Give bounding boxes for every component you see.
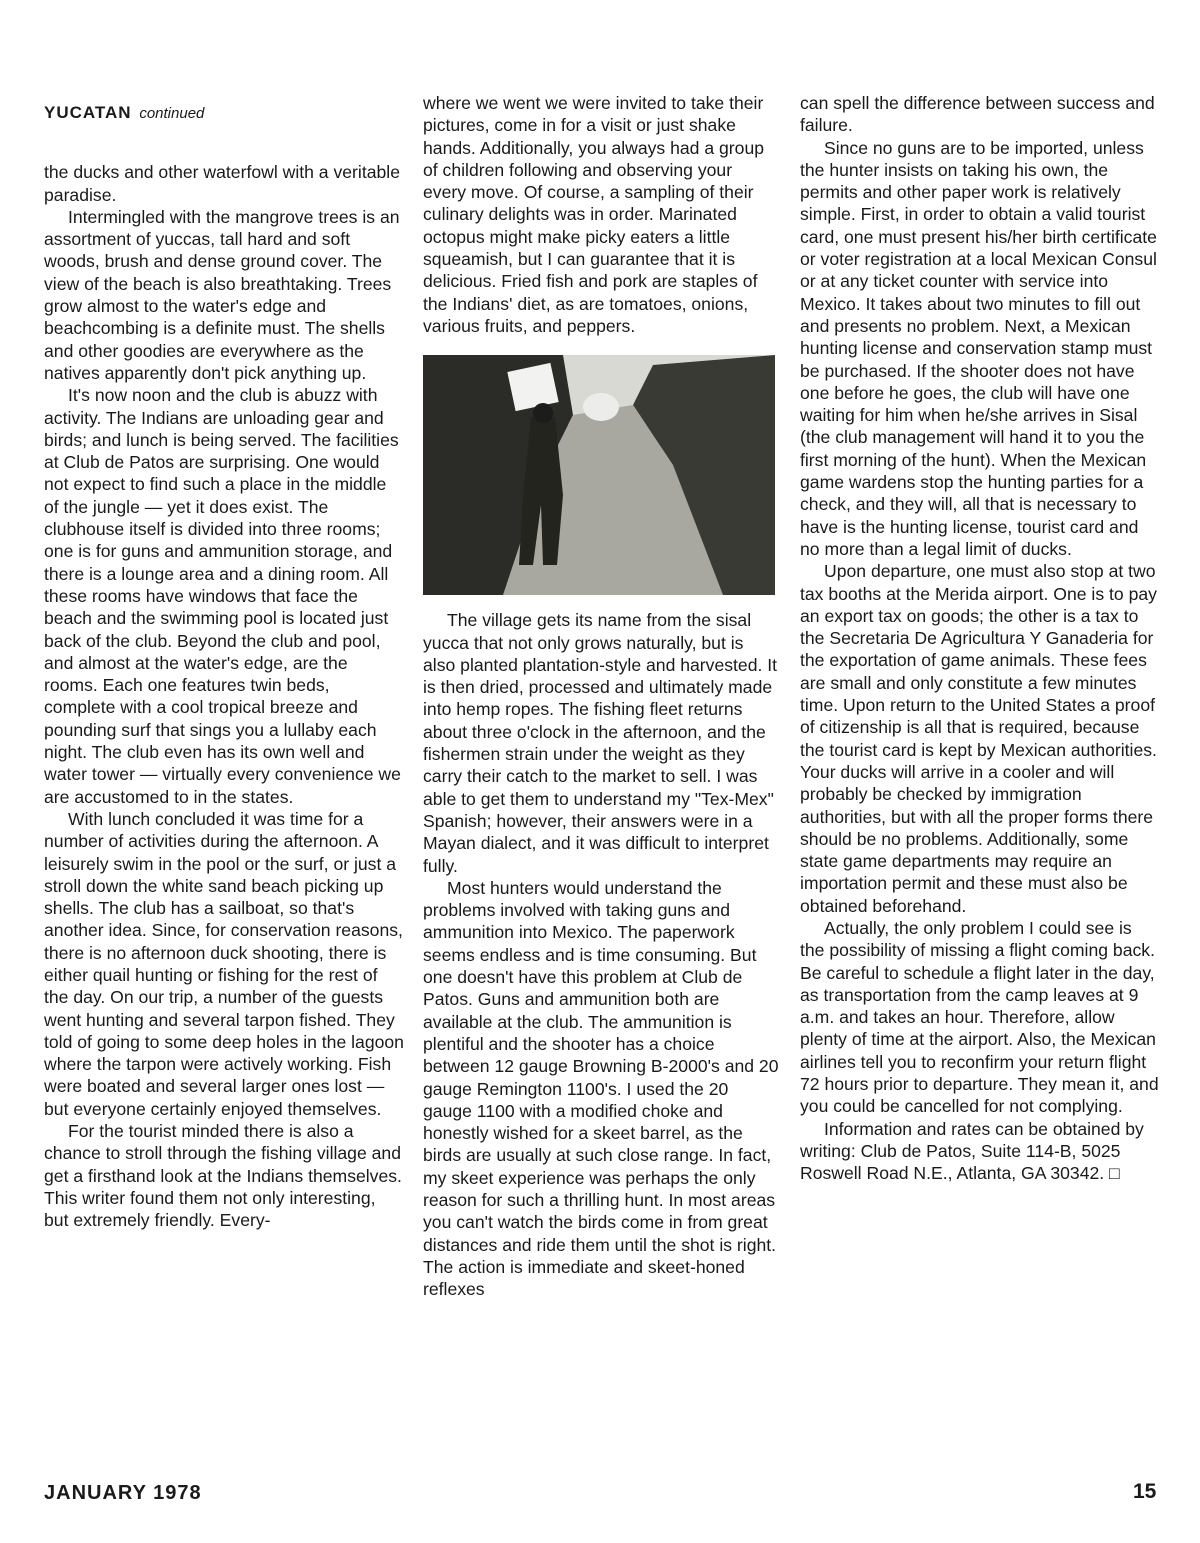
paragraph: Intermingled with the mangrove trees is an assortment of yuccas, tall hard and soft woods, brush and dense ground cover. The view of the beach is also breathtaking. Trees grow almost to the water's edge and beachcombing is a definite must. The shells and other goodies are everywhere as the natives apparently don't pick anything up. <box>44 206 400 383</box>
paragraph: For the tourist minded there is also a chance to stroll through the fishing village and get a firsthand look at the Indians themselves. This writer found them not only interesting, but extremely friendly. Every- <box>44 1121 402 1231</box>
paragraph: Most hunters would understand the problems involved with taking guns and ammunition into Mexico. The paperwork seems endless and is time consuming. But one doesn't have this problem at Club de Patos. Guns and ammunition both are available at the club. The ammunition is plentiful and the shooter has a choice between 12 gauge Browning B-2000's and 20 gauge Remington 1100's. I used the 20 gauge 1100 with a modified choke and honestly wished for a skeet barrel, as the birds are usually at such close range. In fact, my skeet experience was perhaps the only reason for such a thrilling hunt. In most areas you can't watch the birds come in from great distances and ride them until the shot is right. The action is immediate and skeet-honed reflexes <box>423 877 779 1300</box>
column-1 <box>44 92 404 1232</box>
paragraph: With lunch concluded it was time for a number of activities during the afternoon. A leisurely swim in the pool or the surf, or just a stroll down the white sand beach picking up shells. The club has a sailboat, so that's another idea. Since, for conservation reasons, there is no afternoon duck shooting, there is either quail hunting or fishing for the rest of the day. On our trip, a number of the guests went hunting and several tarpon fished. They told of going to some deep holes in the lagoon where the tarpon were actively working. Fish were boated and several larger ones lost — but everyone certainly enjoyed themselves. <box>44 808 404 1119</box>
paragraph: It's now noon and the club is abuzz with activity. The Indians are unloading gear and birds; and lunch is being served. The facilities at Club de Patos are surprising. One would not expect to find such a place in the middle of the jungle — yet it does exist. The clubhouse itself is divided into three rooms; one is for guns and ammunition storage, and there is a lounge area and a dining room. All these rooms have windows that face the beach and the swimming pool is located just back of the club. Beyond the club and pool, and almost at the water's edge, are the rooms. Each one features twin beds, complete with a cool tropical breeze and pounding surf that sings you a lullaby each night. The club even has its own well and water tower — virtually every convenience we are accustomed to in the states. <box>44 385 401 807</box>
issue-date: JANUARY 1978 <box>44 1482 202 1504</box>
paragraph: Upon departure, one must also stop at two tax booths at the Merida airport. One is to pay an export tax on goods; the other is a tax to the Secretaria De Agricultura Y Ganaderia for the exportation of game animals. These fees are small and only constitute a few minutes time. Upon return to the United States a proof of citizenship is all that is required, because the tourist card is kept by Mexican authorities. Your ducks will arrive in a cooler and will probably be checked by immigration authorities, but with all the proper forms there should be no problems. Additionally, some state game departments may require an importation permit and these must also be obtained beforehand. <box>800 561 1157 916</box>
paragraph: The village gets its name from the sisal yucca that not only grows naturally, but is also planted plantation-style and harvested. It is then dried, processed and ultimately made into hemp ropes. The fishing fleet returns about three o'clock in the afternoon, and the fishermen strain under the weight as they carry their catch to the market to sell. I was able to get them to understand my "Tex-Mex" Spanish; however, their answers were in a Mayan dialect, and it was difficult to interpret fully. <box>423 610 778 876</box>
photo-hunter-on-sand-road <box>423 355 775 595</box>
paragraph: Since no guns are to be imported, unless the hunter insists on taking his own, the permits and other paper work is relatively simple. First, in order to obtain a valid tourist card, one must present his/her birth certificate or voter registration at a local Mexican Consul or at any ticket counter with service into Mexico. It takes about two minutes to fill out and presents no problem. Next, a Mexican hunting license and conservation stamp must be purchased. If the shooter does not have one before he goes, the club will have one waiting for him when he/she arrives in Sisal (the club management will hand it to you the first morning of the hunt). When the Mexican game wardens stop the hunting parties for a check, and they will, all that is necessary to have is the hunting license, tourist card and no more than a legal limit of ducks. <box>800 137 1157 559</box>
paragraph: can spell the difference between success and failure. <box>800 93 1155 136</box>
continued-label: continued <box>139 105 205 122</box>
column-2 <box>423 92 779 1300</box>
paragraph: Actually, the only problem I could see is the possibility of missing a flight coming back. Be careful to schedule a flight later in the day, as transportation from the camp leaves at 9 a.m. and takes an hour. Therefore, allow plenty of time at the airport. Also, the Mexican airlines tell you to reconfirm your return flight 72 hours prior to departure. They mean it, and you could be cancelled for not complying. <box>800 917 1159 1117</box>
paragraph: the ducks and other waterfowl with a veritable paradise. <box>44 162 400 205</box>
paragraph: Information and rates can be obtained by writing: Club de Patos, Suite 114-B, 5025 Roswell Road N.E., Atlanta, GA 30342. □ <box>800 1118 1144 1184</box>
section-header <box>44 102 404 125</box>
section-title: YUCATAN <box>44 103 132 122</box>
paragraph: where we went we were invited to take their pictures, come in for a visit or just shake hands. Additionally, you always had a group of children following and observing your every move. Of course, a sampling of their culinary delights was in order. Marinated octopus might make picky eaters a little squeamish, but I can guarantee that it is delicious. Fried fish and pork are staples of the Indians' diet, as are tomatoes, onions, various fruits, and peppers. <box>423 93 765 336</box>
column-3 <box>800 92 1160 1185</box>
page-number: 15 <box>1133 1480 1157 1503</box>
